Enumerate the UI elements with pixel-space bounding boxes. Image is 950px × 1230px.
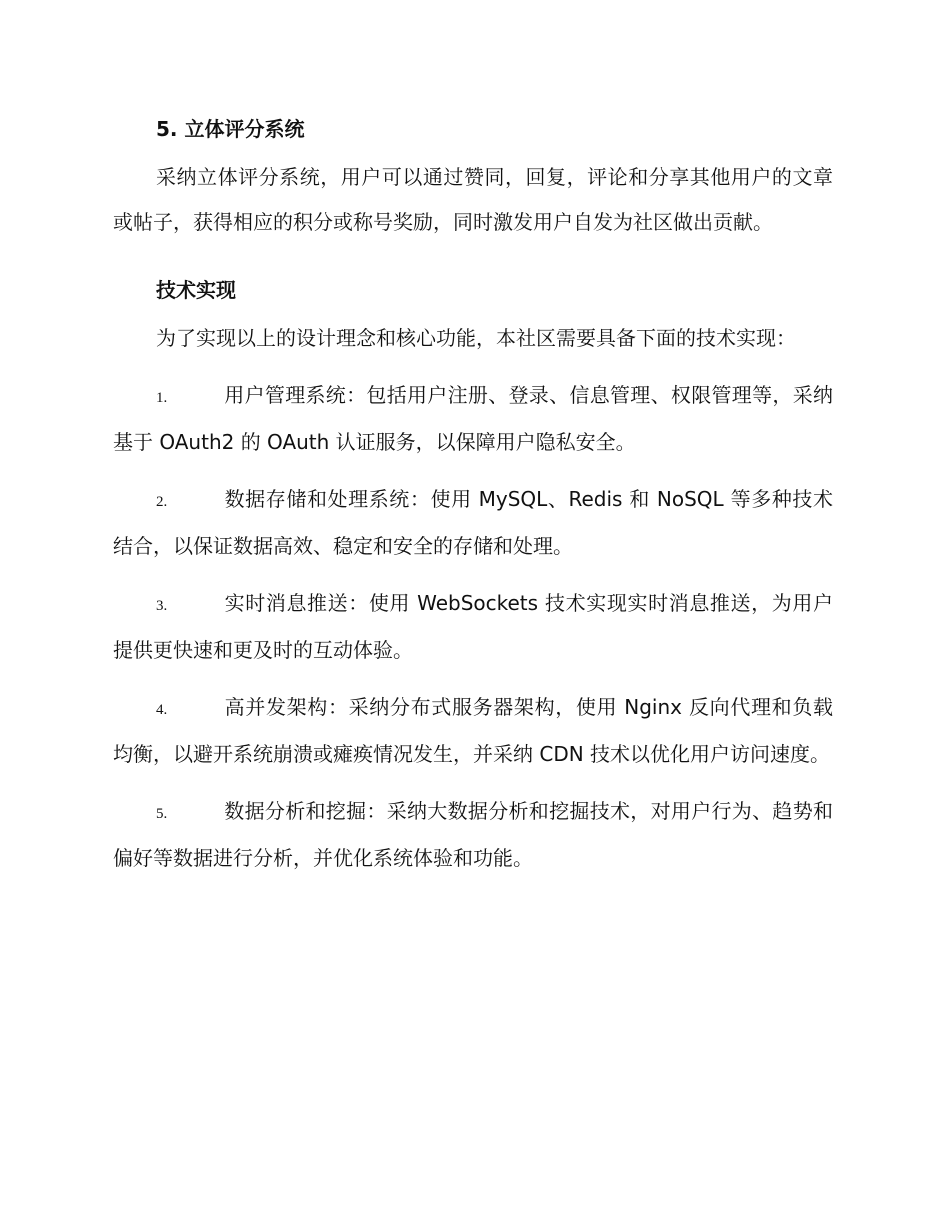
list-item-text: 数据分析和挖掘：采纳大数据分析和挖掘技术，对用户行为、趋势和偏好等数据进行分析，并优化系统体验和功能。 <box>113 798 833 870</box>
list-item <box>113 477 833 569</box>
section-heading-scoring-system: 5. 立体评分系统 <box>156 117 305 141</box>
document-body <box>113 113 833 881</box>
section-paragraph-tech-intro: 为了实现以上的设计理念和核心功能，本社区需要具备下面的技术实现： <box>156 326 796 350</box>
list-item-number: 1. <box>156 389 168 406</box>
list-item-number: 5. <box>156 805 168 822</box>
list-item-text: 数据存储和处理系统：使用 MySQL、Redis 和 NoSQL 等多种技术结合，以保证数据高效、稳定和安全的存储和处理。 <box>113 486 833 558</box>
list-item-text: 实时消息推送：使用 WebSockets 技术实现实时消息推送，为用户提供更快速和更及时的互动体验。 <box>113 590 833 662</box>
list-item <box>113 789 833 881</box>
list-item-text: 高并发架构：采纳分布式服务器架构，使用 Nginx 反向代理和负载均衡，以避开系统崩溃或瘫痪情况发生，并采纳 CDN 技术以优化用户访问速度。 <box>113 694 833 766</box>
section-heading-tech-implementation: 技术实现 <box>156 278 236 302</box>
list-item <box>113 373 833 465</box>
list-item <box>113 685 833 777</box>
list-item-number: 2. <box>156 493 168 510</box>
section-paragraph-scoring-system: 采纳立体评分系统，用户可以通过赞同，回复，评论和分享其他用户的文章或帖子，获得相应的积分或称号奖励，同时激发用户自发为社区做出贡献。 <box>113 165 833 234</box>
list-item-number: 4. <box>156 701 168 718</box>
list-item-text: 用户管理系统：包括用户注册、登录、信息管理、权限管理等，采纳基于 OAuth2 的 OAuth 认证服务，以保障用户隐私安全。 <box>113 382 833 454</box>
list-item <box>113 581 833 673</box>
list-item-number: 3. <box>156 597 168 614</box>
